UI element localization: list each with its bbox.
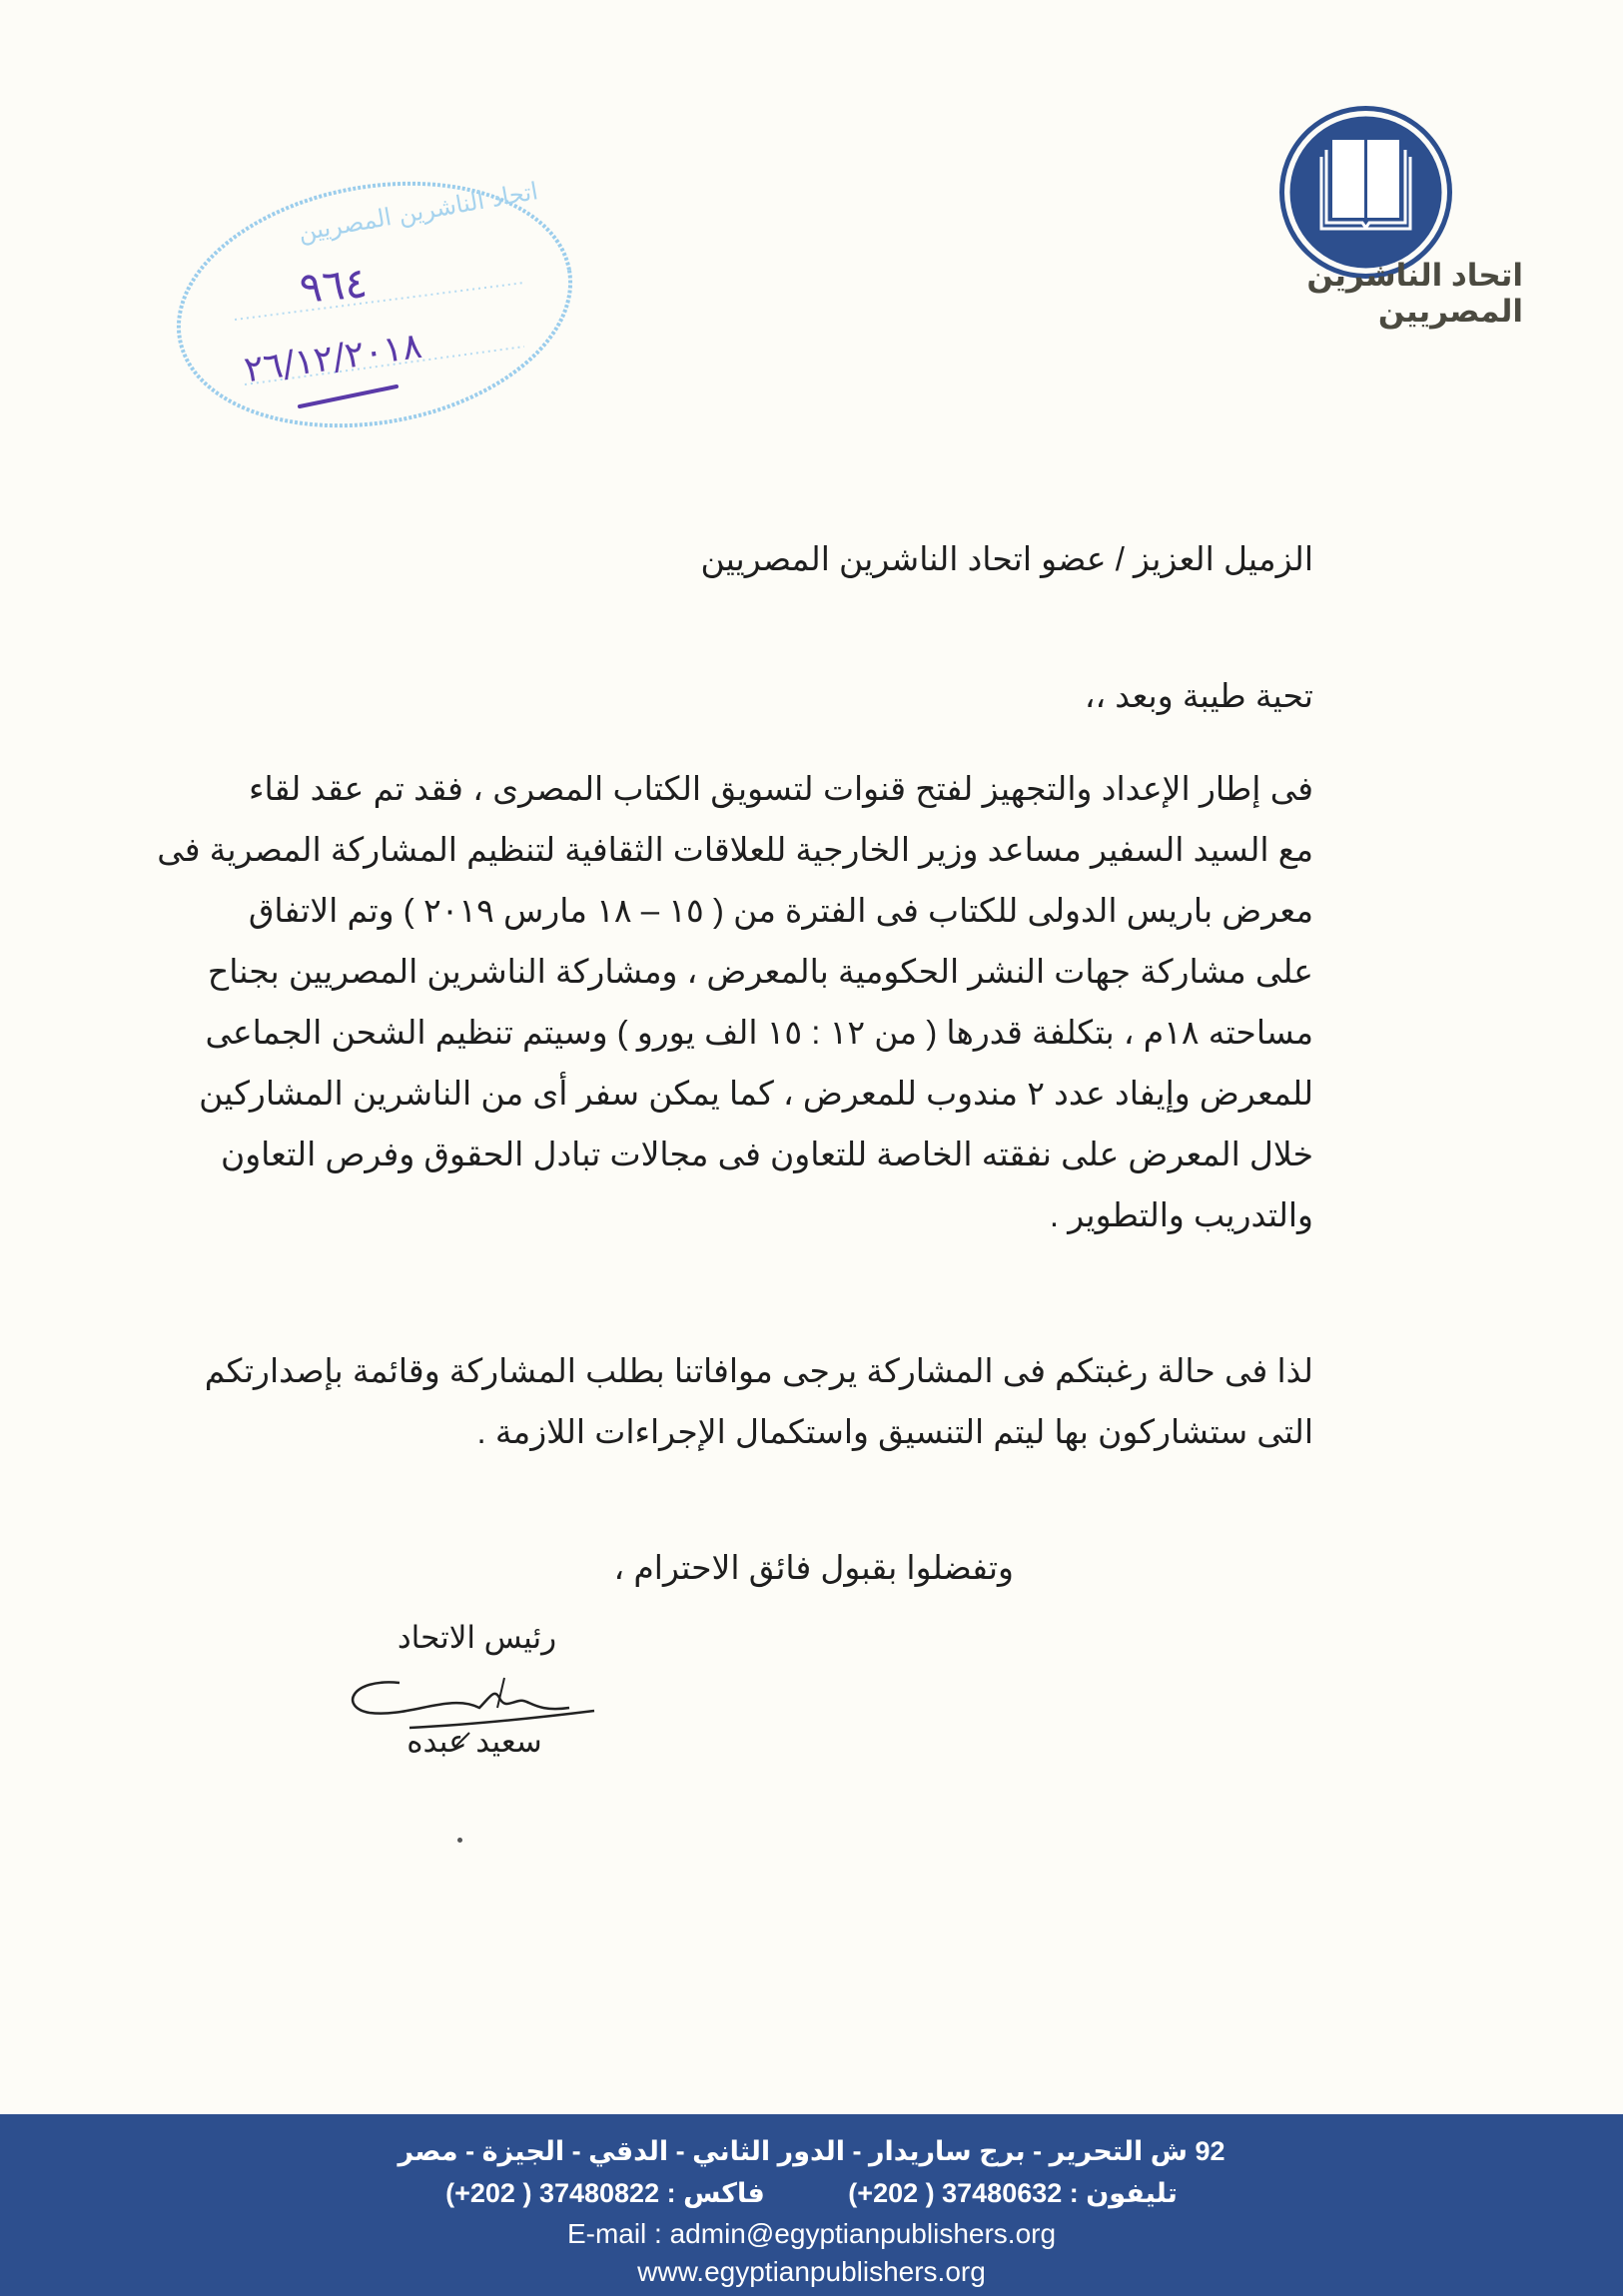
footer-band: [0, 2114, 1623, 2296]
paragraph-1: [157, 769, 1313, 1256]
paragraph-line: للمعرض وإيفاد عدد ٢ مندوب للمعرض ، كما يمكن سفر أى من الناشرين المشاركين: [199, 1075, 1313, 1112]
signatory-name: سعيد عبده: [406, 1724, 542, 1759]
stamp-date: ٢٦/١٢/٢٠١٨: [241, 325, 424, 391]
stamp-org-text: اتحاد الناشرين المصريين: [296, 177, 540, 248]
salutation: الزميل العزيز / عضو اتحاد الناشرين المصريين: [700, 540, 1313, 577]
footer-phone: تليفون : 37480632 ( 202+): [848, 2178, 1178, 2208]
paragraph-line: خلال المعرض على نفقته الخاصة للتعاون فى مجالات تبادل الحقوق وفرص التعاون: [220, 1136, 1313, 1172]
scan-speck: [457, 1838, 462, 1843]
open-book-icon: [1278, 105, 1453, 280]
greeting: تحية طيبة وبعد ،،: [1084, 677, 1313, 714]
paragraph-2: [204, 1351, 1313, 1473]
paragraph-line: مع السيد السفير مساعد وزير الخارجية للعلاقات الثقافية لتنظيم المشاركة المصرية فى: [157, 831, 1313, 868]
footer-website[interactable]: www.egyptianpublishers.org: [637, 2256, 986, 2287]
footer-address: 92 ش التحرير - برج ساريدار - الدور الثاني - الدقي - الجيزة - مصر: [398, 2136, 1225, 2166]
paragraph-line: على مشاركة جهات النشر الحكومية بالمعرض ، ومشاركة الناشرين المصريين بجناح: [207, 953, 1313, 990]
paragraph-line: لذا فى حالة رغبتكم فى المشاركة يرجى موافاتنا بطلب المشاركة وقائمة بإصدارتكم: [204, 1352, 1313, 1389]
paragraph-line: مساحته ١٨م ، بتكلفة قدرها ( من ١٢ : ١٥ الف يورو ) وسيتم تنظيم الشحن الجماعى: [205, 1014, 1313, 1051]
received-stamp: [165, 175, 584, 434]
signatory-title: رئيس الاتحاد: [397, 1620, 557, 1655]
paragraph-line: والتدريب والتطوير .: [1049, 1196, 1313, 1233]
paragraph-line: التى ستشاركون بها ليتم التنسيق واستكمال الإجراءات اللازمة .: [476, 1413, 1313, 1450]
paragraph-line: فى إطار الإعداد والتجهيز لفتح قنوات لتسويق الكتاب المصرى ، فقد تم عقد لقاء: [249, 770, 1313, 807]
closing: وتفضلوا بقبول فائق الاحترام ،: [613, 1549, 1014, 1586]
organization-name: اتحاد الناشرين المصريين: [1306, 258, 1523, 329]
footer-email[interactable]: E-mail : admin@egyptianpublishers.org: [566, 2218, 1057, 2249]
stamp-number: ٩٦٤: [297, 258, 370, 313]
footer-fax: فاكس : 37480822 ( 202+): [445, 2178, 765, 2208]
paragraph-line: معرض باريس الدولى للكتاب فى الفترة من ( ١٥ – ١٨ مارس ٢٠١٩ ) وتم الاتفاق: [248, 892, 1313, 929]
footer-contacts: [0, 2178, 1623, 2209]
